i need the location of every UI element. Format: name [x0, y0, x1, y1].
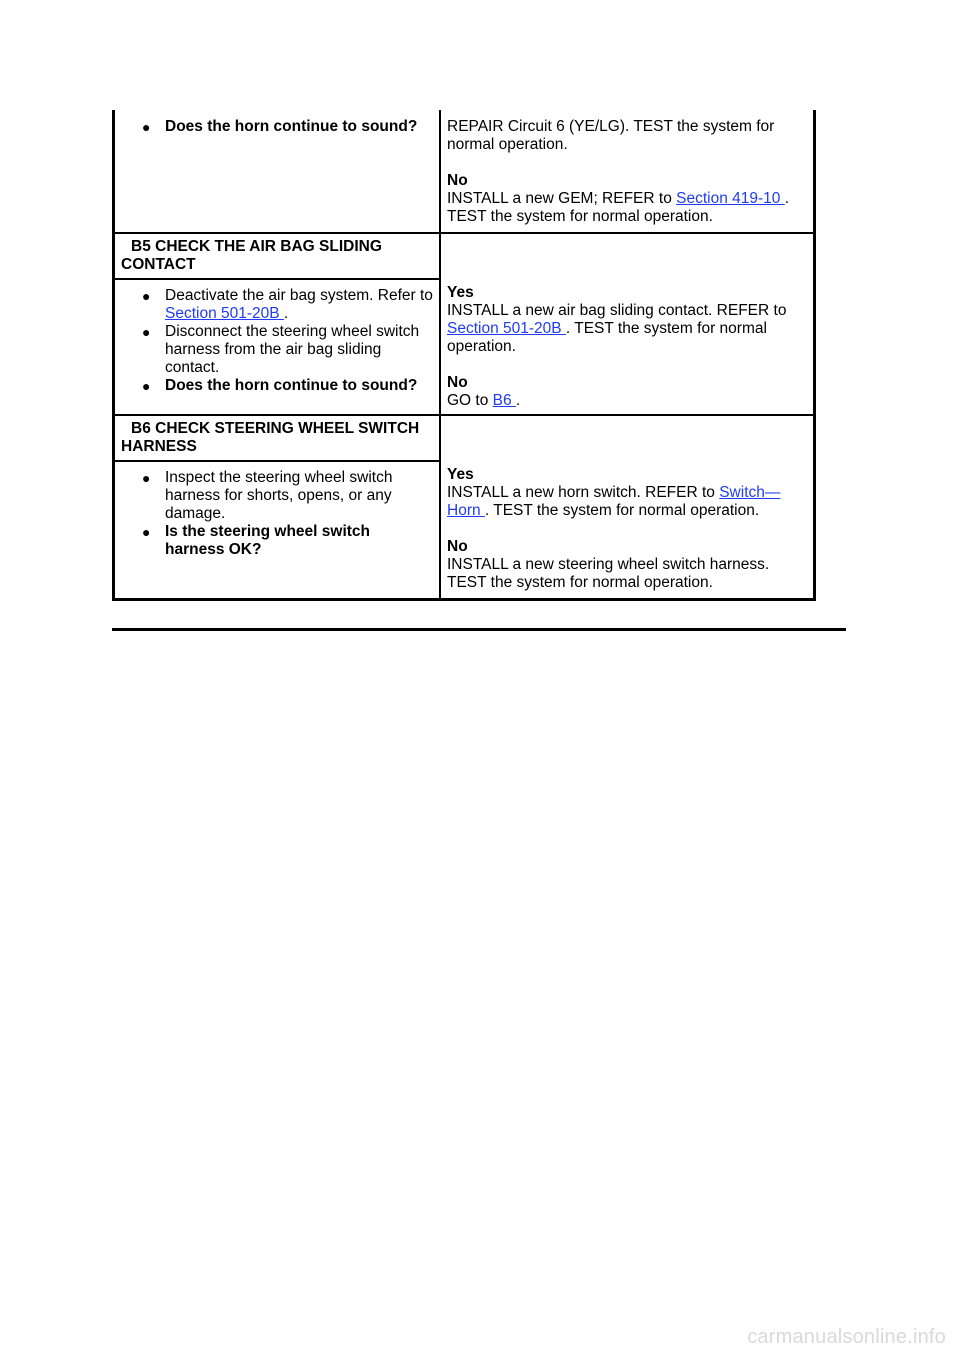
no-result-text [447, 190, 807, 226]
yes-result-text [447, 484, 807, 520]
section-501-20b-link[interactable]: Section 501-20B [165, 305, 284, 322]
list-item [141, 469, 433, 523]
step-title: CHECK STEERING WHEEL SWITCH HARNESS [121, 420, 420, 455]
action-cell [115, 416, 441, 598]
no-result-pre: GO to [447, 392, 493, 409]
no-result-post: . TEST the system for normal operation. [447, 190, 790, 225]
yes-label: Yes [447, 466, 474, 483]
section-501-20b-link[interactable]: Section 501-20B [447, 320, 566, 337]
no-result-text: INSTALL a new steering wheel switch harness. TEST the system for normal operation. [447, 556, 770, 591]
yes-result-post: . TEST the system for normal operation. [447, 320, 767, 355]
b6-link[interactable]: B6 [492, 392, 516, 409]
yes-result-text: REPAIR Circuit 6 (YE/LG). TEST the system for normal operation. [447, 118, 775, 153]
bullet-icon: ● [142, 324, 151, 340]
step-title: CHECK THE AIR BAG SLIDING CONTACT [121, 238, 382, 273]
question-text: Is the steering wheel switch harness OK? [165, 523, 371, 558]
diagnostic-table [112, 110, 816, 601]
table-row [115, 110, 813, 232]
switch-horn-link[interactable]: Switch—Horn [447, 484, 781, 519]
list-item [141, 287, 433, 323]
list-item [141, 118, 433, 136]
list-item [141, 323, 433, 377]
question-text: Does the horn continue to sound? [165, 377, 418, 394]
step-header-b5 [115, 234, 439, 280]
section-419-10-link[interactable]: Section 419-10 [676, 190, 785, 207]
table-row-b6 [115, 414, 813, 598]
no-label: No [447, 374, 468, 391]
step-header-b6 [115, 416, 439, 462]
action-cell [115, 234, 441, 414]
bullet-icon: ● [142, 378, 151, 394]
watermark: carmanualsonline.info [747, 1326, 946, 1348]
no-label: No [447, 172, 468, 189]
no-result-text [447, 392, 807, 410]
yes-result-pre: INSTALL a new horn switch. REFER to [447, 484, 720, 501]
result-cell [441, 416, 813, 598]
yes-label: Yes [447, 284, 474, 301]
item-text: Disconnect the steering wheel switch harness from the air bag sliding contact. [165, 323, 420, 376]
bullet-icon: ● [142, 470, 151, 486]
no-result-post: . [515, 392, 521, 409]
bullet-icon: ● [142, 524, 151, 540]
table-row-b5 [115, 232, 813, 414]
bullet-icon: ● [142, 288, 151, 304]
no-result-pre: INSTALL a new GEM; REFER to [447, 190, 677, 207]
result-cell [441, 234, 813, 414]
result-cell [441, 110, 813, 232]
step-number: B5 [131, 238, 151, 255]
item-text: Inspect the steering wheel switch harness for shorts, opens, or any damage. [165, 469, 393, 522]
step-number: B6 [131, 420, 151, 437]
yes-result-text [447, 302, 807, 356]
no-label: No [447, 538, 468, 555]
list-item [141, 523, 433, 559]
horizontal-rule [112, 628, 846, 631]
item-text-post: . [283, 305, 289, 322]
yes-result-pre: INSTALL a new air bag sliding contact. REFER to [447, 302, 787, 319]
question-text: Does the horn continue to sound? [165, 118, 418, 135]
yes-result-post: . TEST the system for normal operation. [484, 502, 760, 519]
action-cell [115, 110, 441, 232]
item-text: Deactivate the air bag system. Refer to [165, 287, 433, 304]
list-item [141, 377, 433, 395]
bullet-icon: ● [142, 119, 151, 135]
